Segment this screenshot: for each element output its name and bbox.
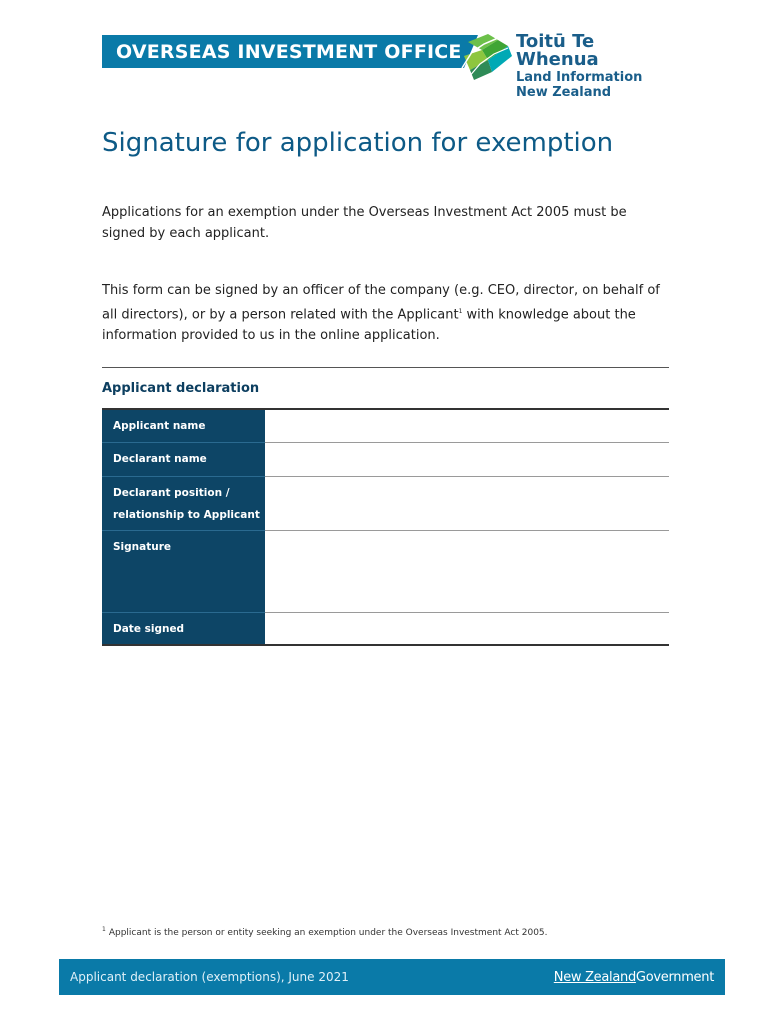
intro-paragraph-2 [102, 280, 670, 346]
page-title: Signature for application for exemption [102, 128, 614, 158]
declarant-name-field[interactable] [265, 442, 669, 476]
intro-paragraph-2-start: This form can be signed by an officer of the company (e.g. CEO, director, on behalf of all directors), or by a person related with the Applicant [102, 283, 660, 323]
form-row-applicant-name [102, 410, 669, 442]
intro-paragraph-2-end: with knowledge about the information provided to us in the online application. [102, 307, 636, 344]
logo-line-1: Toitū Te Whenua [516, 31, 599, 70]
footnote-marker: 1 [102, 926, 106, 933]
form-row-date-signed [102, 612, 669, 644]
declarant-name-label: Declarant name [102, 442, 265, 476]
logo-line-3: New Zealand [516, 85, 612, 100]
section-divider [102, 367, 669, 368]
footnote [102, 926, 548, 938]
declaration-heading: Applicant declaration [102, 381, 260, 396]
applicant-name-field[interactable] [265, 410, 669, 442]
footer-document-info: Applicant declaration (exemptions), June 2021 [70, 970, 349, 984]
applicant-name-label: Applicant name [102, 410, 265, 442]
nz-government-brand: New Zealand [553, 969, 636, 985]
signature-field[interactable] [265, 530, 669, 612]
office-name: OVERSEAS INVESTMENT OFFICE [116, 40, 462, 63]
signature-label: Signature [102, 530, 265, 612]
declarant-position-field[interactable] [265, 476, 669, 530]
declaration-form [102, 408, 669, 646]
date-signed-label: Date signed [102, 612, 265, 644]
intro-paragraph-1: Applications for an exemption under the Overseas Investment Act 2005 must be signed by each applicant. [102, 205, 627, 241]
declarant-position-label: Declarant position / relationship to Applicant [102, 476, 265, 530]
form-row-declarant-position [102, 476, 669, 530]
linz-logo [458, 31, 670, 100]
header-banner [102, 35, 464, 68]
page-footer [59, 959, 725, 995]
nz-government-suffix: Government [635, 969, 714, 985]
logo-line-2: Land Information [516, 70, 643, 85]
footnote-reference[interactable]: 1 [458, 308, 463, 315]
form-row-declarant-name [102, 442, 669, 476]
linz-map-icon [458, 32, 514, 84]
nz-government-logo [554, 970, 714, 985]
form-row-signature [102, 530, 669, 612]
footnote-text: Applicant is the person or entity seeking an exemption under the Overseas Investment Act 2005. [108, 928, 548, 938]
date-signed-field[interactable] [265, 612, 669, 644]
